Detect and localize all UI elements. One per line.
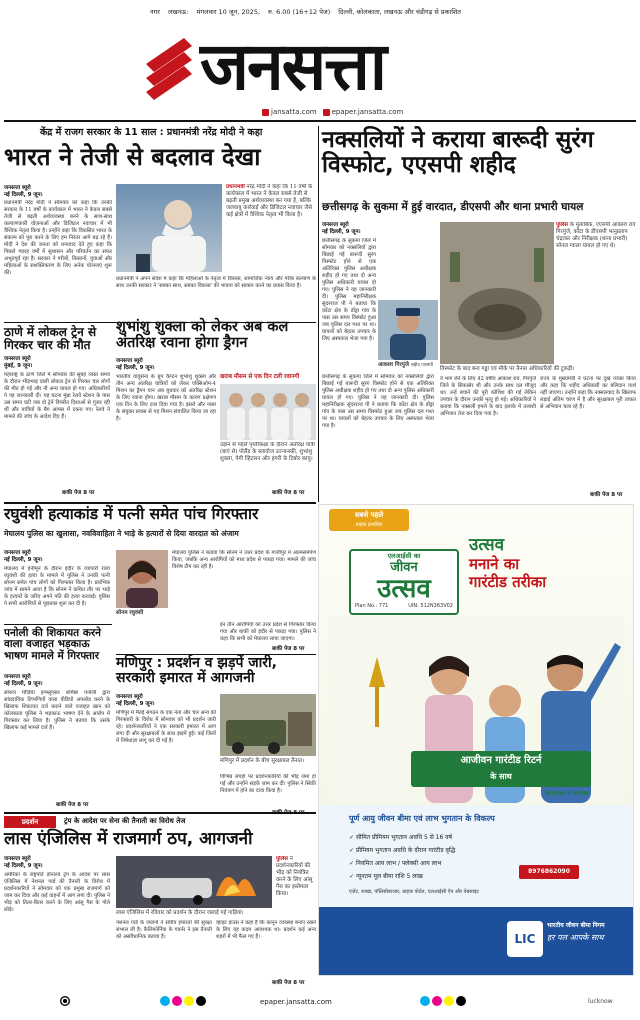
- la-photo: [116, 856, 272, 908]
- masthead-sites: [262, 108, 403, 116]
- raghuvanshi-continue: बाकी पेज 8 पर: [272, 646, 305, 652]
- lic-logo: LIC: [507, 921, 543, 957]
- ad-plan-logo: एलआईसी का जीवन उत्सव Plan No.: 771 UIN: 512N363V02: [349, 549, 459, 615]
- modi-body-2: प्रधानमंत्री ने अपने संदेश में कहा कि महिलाओं के नेतृत्व में विकास, सामाजिक न्याय और गरीब कल्याण के साथ उनकी सरकार ने 'सबका साथ, सबका विकास' की भावना को साकार करने का प्रयास किया है।: [116, 276, 316, 289]
- la-byline: जनसत्ता ब्यूरो नई दिल्ली, 9 जून।: [4, 856, 43, 869]
- raghuvanshi-col-2: मेघालय पुलिस ने बताया कि सोनम ने उत्तर प्रदेश के गाजीपुर में आत्मसमर्पण किया, जबकि अन्य आरोपियों को मध्य प्रदेश से पकड़ा गया। मामले की जांच विशेष टीम कर रही है।: [172, 550, 316, 570]
- la-kicker: ट्रंप के आदेश पर सेना की तैनाती का विरोध तेज: [64, 817, 186, 825]
- epaper-icon: [323, 109, 330, 116]
- manipur-col-2: विभिन्न जगहों पर प्रदर्शनकारियों की भीड़ जमा हो गई और उन्होंने सड़कें जाम कर दीं। पुलिस ने स्थिति नियंत्रण में होने का दावा किया है।: [220, 774, 316, 794]
- blast-site-image: [440, 222, 554, 364]
- sonam-caption: सोनम रघुवंशी: [116, 610, 144, 616]
- naxal-body: छत्तीसगढ़ के सुकमा जिले में सोमवार को नक्सलियों द्वारा बिछाई गई बारूदी सुरंग विस्फोट होने से एक अतिरिक्त पुलिस अधीक्षक शहीद हो गए तथा दो अन्य पुलिस अधिकारी घायल हो गए। पुलिस ने यह जानकारी दी। पुलिस महानिरीक्षक सुंदरराज पी ने बताया कि कोंटा क्षेत्र के डोंड्रा गांव के पास उस समय विस्फोट हुआ जब पुलिस दल गश्त पर था। घायलों को बेहतर उपचार के लिए अस्पताल भेजा गया है।: [322, 238, 376, 342]
- column-divider: [318, 126, 319, 502]
- naxal-continue: बाकी पेज 8 पर: [590, 492, 623, 498]
- la-continue: बाकी पेज 8 पर: [272, 980, 305, 986]
- ad-online-note: ऑनलाइन भी उपलब्ध: [545, 791, 589, 797]
- naxal-col-3: राज्य के मुख्यमंत्री ने घटना पर दुख व्यक्त किया और कहा कि शहीद अधिकारी का बलिदान व्यर्थ नहीं जाएगा। उन्होंने कहा कि नक्सलवाद के खिलाफ लड़ाई अंतिम चरण में है और सुरक्षाबल पूरी ताकत से अभियान चला रहे हैं।: [540, 376, 636, 410]
- masthead: [140, 22, 520, 112]
- sonam-photo: [116, 550, 168, 608]
- ad-tag-badge: सबसे पहले ग्राहक इंश्योरेंस: [329, 509, 409, 531]
- date-line-part: दिल्ली, कोलकाता, लखनऊ और चंडीगढ़ से प्रकाशित: [338, 7, 462, 16]
- la-kicker-tag: प्रदर्शन: [4, 816, 56, 828]
- black-swatch-icon: [456, 996, 466, 1006]
- panoli-headline: पनोली की शिकायत करने वाला वजाहत भड़काऊ भाषण मामले में गिरफ्तार: [4, 627, 102, 662]
- manipur-protest-image: [220, 694, 316, 756]
- shubhanshu-byline: जनसत्ता ब्यूरो नई दिल्ली, 9 जून।: [116, 358, 155, 371]
- black-swatch-icon: [196, 996, 206, 1006]
- footer-url[interactable]: epaper.jansatta.com: [260, 998, 332, 1006]
- sonam-portrait-image: [116, 550, 168, 608]
- web-icon: [262, 109, 269, 116]
- ad-hero: [319, 505, 634, 805]
- date-line-part: लखनऊ:: [167, 7, 189, 16]
- panoli-byline: जनसत्ता ब्यूरो नई दिल्ली, 9 जून।: [4, 674, 43, 687]
- naxal-byline: जनसत्ता ब्यूरो नई दिल्ली, 9 जून।: [322, 222, 361, 235]
- shubhanshu-body: भारतीय वायुसेना के ग्रुप कैप्टन शुभांशु शुक्ला और तीन अन्य अंतरिक्ष यात्रियों को लेकर एक्सिओम-4 मिशन का ड्रैगन यान अब बुधवार को अंतरिक्ष स्टेशन के लिए रवाना होगा। खराब मौसम के कारण प्रक्षेपण एक दिन के लिए टाल दिया गया है। इसरो और नासा के संयुक्त प्रयास से यह मिशन संचालित किया जा रहा है।: [116, 374, 216, 422]
- lic-name: भारतीय जीवन बीमा निगम हर पल आपके साथ: [547, 922, 605, 942]
- rule: [4, 624, 112, 625]
- date-line-part: नगर: [150, 7, 160, 16]
- la-side-caption: पुलिस ने प्रदर्शनकारियों की भीड़ को नियंत्रित करने के लिए आंसू गैस का इस्तेमाल किया।: [276, 856, 313, 897]
- panoli-body: सोशल मीडिया इन्फ्लुएंसर शर्मिष्ठा पनोली द्वारा सांप्रदायिक टिप्पणियों वाला वीडियो अपलोड करने के खिलाफ शिकायत दर्ज कराने वाले वजाहत खान को कोलकाता पुलिस ने भड़काऊ भाषण देने के आरोप में गिरफ्तार कर लिया है। पुलिस ने बताया कि उसके खिलाफ कई मामले दर्ज हैं।: [4, 690, 110, 731]
- lic-footer-bar: [319, 907, 634, 976]
- astronauts-photo: [220, 384, 316, 440]
- yellow-swatch-icon: [444, 996, 454, 1006]
- site-link-web[interactable]: jansatta.com: [262, 108, 317, 116]
- shubhanshu-photo-label: खराब मौसम से एक दिन टली रवानगी: [220, 374, 300, 380]
- manipur-body: मणिपुर में मैतेई संगठन के एक नेता और चार अन्य की गिरफ्तारी के विरोध में सोमवार को भी प्रदर्शन जारी रहे। प्रदर्शनकारियों ने एक सरकारी इमारत में आग लगा दी और सुरक्षाबलों के साथ झड़पें हुईं। कई जिलों में निषेधाज्ञा लागू कर दी गई है।: [116, 710, 216, 744]
- raghuvanshi-subhead: मेघालय पुलिस का खुलासा, नवविवाहिता ने भाड़े के हत्यारों से दिया वारदात को अंजाम: [4, 529, 239, 538]
- modi-body: प्रधानमंत्री नरेंद्र मोदी ने सोमवार को कहा कि उनकी सरकार के 11 वर्षों के कार्यकाल में भारत ने केवल सबसे तेजी से बढ़ती अर्थव्यवस्था बनने के साथ-साथ कल्याणकारी योजनाओं और डिजिटल नवाचार में भी वैश्विक नेतृत्व किया है। उन्होंने कहा कि विकसित भारत के संकल्प को पूरा करने के लिए हम निरंतर आगे बढ़ रहे हैं। मोदी ने देश की जनता को धन्यवाद देते हुए कहा कि पिछले ग्यारह वर्षों में सुशासन और परिवर्तन का सफर अभूतपूर्व रहा है। सरकार ने गरीबों, किसानों, युवाओं और महिलाओं के सशक्तिकरण के लिए अनेक योजनाएं शुरू कीं।: [4, 200, 112, 276]
- thane-byline: जनसत्ता ब्यूरो मुंबई, 9 जून।: [4, 356, 33, 369]
- la-col-3: व्हाइट हाउस ने कहा है कि कानून व्यवस्था बनाए रखने के लिए यह कदम आवश्यक था। प्रदर्शन कई अन्य शहरों में भी फैल गए हैं।: [216, 920, 316, 940]
- lic-advertisement[interactable]: [318, 504, 634, 976]
- astronauts-caption: उड़ान से पहले पृथ्वीकक्षा के दौरान अंतरिक्ष यात्री (बाएं से) पोलैंड के स्लावोज उज्नान्स्की, शुभांशु शुक्ला, पेगी व्हिटसन और हंगरी के टिबोर कापु।: [220, 442, 315, 462]
- ad-benefit-item: ✓ नियमित आय लाभ / फ्लेक्सी आय लाभ: [349, 860, 442, 867]
- naxal-portrait: [378, 300, 438, 360]
- la-col-2: नेशनल गार्ड के जवानों ने संघीय इमारतों की सुरक्षा संभाल ली है। कैलिफोर्निया के गवर्नर ने इस तैनाती को असंवैधानिक बताया है।: [116, 920, 212, 940]
- cyan-swatch-icon: [420, 996, 430, 1006]
- ad-footer-note: एजेंट, शाखा, पॉलिसीबाजार, ग्राहक पोर्टल, एलआईसी ऐप और वेबसाइट: [349, 889, 479, 895]
- naxal-photo-caption: विस्फोट के बाद बना गड्ढा एवं मौके पर तैनात अधिकारियों की टुकड़ी।: [440, 366, 575, 372]
- shubhanshu-continue: बाकी पेज 8 पर: [272, 490, 305, 496]
- naxal-col-2: वे भाग लेने के लिए 42 वर्षीय आकाश राव, गिरपुंजे जिले के सिकासेर थी और उनके साथ दल मौजूद था। उन्हें बचाने की पूरी कोशिश की गई लेकिन उपचार के दौरान उनकी मृत्यु हो गई। अधिकारियों ने बताया कि नक्सली हमले के बाद इलाके में तलाशी अभियान तेज कर दिया गया है।: [440, 376, 536, 417]
- ad-benefit-item: ✓ सीमित प्रीमियम भुगतान अवधि 5 से 16 वर्ष: [349, 834, 453, 841]
- cyan-swatch-icon: [160, 996, 170, 1006]
- rule: [4, 812, 316, 814]
- panoli-continue: बाकी पेज 8 पर: [56, 802, 89, 808]
- la-headline: लास एंजिलिस में राजमार्ग ठप, आगजनी: [4, 829, 253, 849]
- la-body: अमेरिका के राष्ट्रपति डोनाल्ड ट्रंप के आदेश पर लास एंजिलिस में नेशनल गार्ड की तैनाती के विरोध में प्रदर्शनकारियों ने सोमवार को एक प्रमुख राजमार्ग को जाम कर दिया और कई वाहनों में आग लगा दी। पुलिस ने भीड़ को तितर-बितर करने के लिए आंसू गैस के गोले छोड़े।: [4, 872, 110, 913]
- naxal-side-caption: पुलिस के मुताबिक, एएसपी आकाश राव गिरपुंजे, कोंटा के डीएसपी भानुप्रताप चंद्राकर और निरीक्षक (थाना प्रभारी) सोनल ग्वाला घायल हो गए थे।: [556, 222, 636, 249]
- modi-caption: प्रधानमंत्री नरेंद्र मोदी ने कहा कि 11 वर्षों के कार्यकाल में भारत ने केवल सबसे तेजी से बढ़ती प्रमुख अर्थव्यवस्था बन गया है, बल्कि जलवायु कार्रवाई और डिजिटल नवाचार जैसे कई क्षेत्रों में वैश्विक नेतृत्व भी किया है।: [226, 184, 313, 218]
- la-photo-caption: लास एंजिलिस में रविवार को प्रदर्शन के दौरान जलाई गई गाड़ियां।: [116, 910, 244, 916]
- manipur-byline: जनसत्ता ब्यूरो नई दिल्ली, 9 जून।: [116, 694, 155, 707]
- modi-headline: भारत ने तेजी से बदलाव देखा: [4, 143, 261, 171]
- registration-mark-icon: [60, 996, 70, 1006]
- shubhanshu-headline: शुभांशु शुक्ला को लेकर अब कल अंतरिक्ष रवाना होगा ड्रैगन: [116, 319, 289, 351]
- naxal-col-1: छत्तीसगढ़ के सुकमा जिले में सोमवार को नक्सलियों द्वारा बिछाई गई बारूदी सुरंग विस्फोट होने से एक अतिरिक्त पुलिस अधीक्षक शहीद हो गए तथा दो अन्य पुलिस अधिकारी घायल हो गए। पुलिस ने यह जानकारी दी। पुलिस महानिरीक्षक सुंदरराज पी ने बताया कि कोंटा क्षेत्र के डोंड्रा गांव के पास उस समय विस्फोट हुआ जब पुलिस दल गश्त पर था। घायलों को बेहतर उपचार के लिए अस्पताल भेजा गया है।: [322, 374, 434, 429]
- astronauts-image: [220, 384, 316, 440]
- ad-ribbon: आजीवन गारंटीड रिटर्न के साथ: [411, 751, 591, 787]
- officer-portrait-image: [378, 300, 438, 360]
- date-line: [0, 4, 640, 18]
- naxal-subhead: छत्तीसगढ़ के सुकमा में हुई वारदात, डीएसपी और थाना प्रभारी घायल: [322, 201, 584, 213]
- modi-photo: [116, 184, 222, 272]
- date-line-part: मंगलवार 10 जून, 2025,: [196, 7, 261, 16]
- magenta-swatch-icon: [432, 996, 442, 1006]
- modi-kicker: केंद्र में राजग सरकार के 11 साल : प्रधानमंत्री नरेंद्र मोदी ने कहा: [40, 127, 263, 138]
- jansatta-logo-mark-icon: [140, 34, 198, 104]
- footer-city: lucknow: [588, 998, 613, 1005]
- raghuvanshi-byline: जनसत्ता ब्यूरो नई दिल्ली, 9 जून।: [4, 550, 43, 563]
- ad-benefit-item: ✓ प्रीमियम भुगतान अवधि के दौरान गारंटीड वृद्धि: [349, 847, 456, 854]
- manipur-photo: [220, 694, 316, 756]
- thane-body: महाराष्ट्र के ठाणे जिले में सोमवार की सुबह व्यस्त समय के दौरान भीड़भाड़ वाली लोकल ट्रेन से गिरकर चार लोगों की मौत हो गई और नौ अन्य घायल हो गए। अधिकारियों ने यह जानकारी दी। यह घटना मुंब्रा रेलवे स्टेशन के पास उस समय घटी जब दो ट्रेनें विपरीत दिशाओं से गुजर रही थीं और यात्रियों के बैग आपस में टकरा गए। रेलवे ने मामले की जांच के आदेश दिए हैं।: [4, 372, 110, 420]
- naxal-headline: नक्सलियों ने कराया बारूदी सुरंग विस्फोट, एएसपी शहीद: [322, 127, 594, 178]
- raghuvanshi-col-3: इन तीन आरोपियों को उत्तर प्रदेश से गिरफ्तार किया गया और बाकी को इंदौर से पकड़ा गया। पुलिस ने कहा कि सभी को मेघालय लाया जाएगा।: [220, 622, 316, 642]
- ad-tagline: उत्सव मनाने का गारंटीड तरीका: [469, 535, 547, 591]
- manipur-headline: मणिपुर : प्रदर्शन व झड़पें जारी, सरकारी इमारत में आगजनी: [116, 655, 277, 687]
- masthead-rule: [4, 120, 636, 122]
- ad-phone[interactable]: 8976862090: [519, 865, 579, 879]
- raghuvanshi-body: मेघालय में हनीमून के दौरान इंदौर के व्यापारी राजा रघुवंशी की हत्या के मामले में पुलिस ने उनकी पत्नी सोनम समेत पांच लोगों को गिरफ्तार किया है। प्रारंभिक जांच में सामने आया है कि सोनम ने कथित तौर पर भाड़े के हत्यारों के जरिए अपने पति की हत्या करवाई। पुलिस ने सभी आरोपियों से पूछताछ शुरू कर दी है।: [4, 566, 110, 607]
- ad-benefits: [319, 805, 634, 976]
- thane-headline: ठाणे में लोकल ट्रेन से गिरकर चार की मौत: [4, 325, 97, 352]
- manipur-photo-caption: मणिपुर में प्रदर्शन के बीच सुरक्षाबल तैनात।: [220, 758, 305, 764]
- naxal-portrait-caption: आकाश गिरपुंजे शहीद एएसपी: [378, 362, 434, 368]
- raghuvanshi-headline: रघुवंशी हत्याकांड में पत्नी समेत पांच गिरफ्तार: [4, 505, 259, 523]
- magenta-swatch-icon: [172, 996, 182, 1006]
- naxal-blast-photo: [440, 222, 554, 364]
- modi-photo-image: [116, 184, 222, 272]
- page-footer: [0, 992, 640, 1020]
- masthead-title: जनसत्ता: [200, 28, 385, 105]
- thane-continue: बाकी पेज 8 पर: [62, 490, 95, 496]
- modi-byline: जनसत्ता ब्यूरो नई दिल्ली, 9 जून।: [4, 185, 43, 198]
- date-line-part: रु. 6.00 (16+12 पेज): [268, 7, 331, 16]
- ad-benefit-item: ✓ न्यूनतम मूल बीमा राशि 5 लाख: [349, 873, 423, 880]
- site-link-epaper[interactable]: epaper.jansatta.com: [323, 108, 404, 116]
- rule: [4, 502, 316, 504]
- yellow-swatch-icon: [184, 996, 194, 1006]
- ad-benefits-title: पूर्ण आयु जीवन बीमा एवं लाभ भुगतान के विकल्प: [349, 814, 495, 823]
- burning-cars-image: [116, 856, 272, 908]
